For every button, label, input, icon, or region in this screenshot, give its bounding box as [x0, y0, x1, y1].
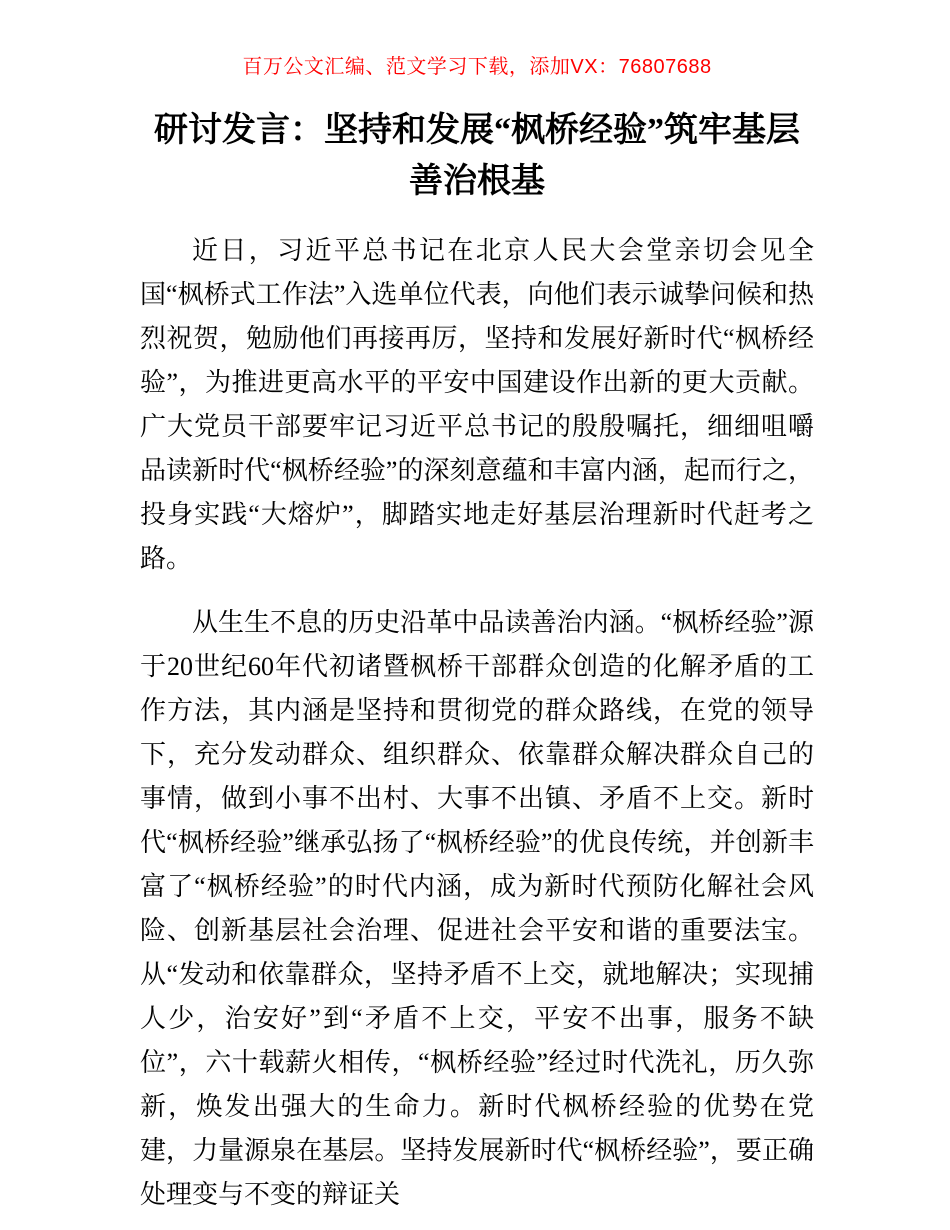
- document-title: 研讨发言：坚持和发展“枫桥经验”筑牢基层善治根基: [154, 112, 800, 200]
- paragraph-1: 近日，习近平总书记在北京人民大会堂亲切会见全国“枫桥式工作法”入选单位代表，向他们表示诚挚问候和热烈祝贺，勉励他们再接再厉，坚持和发展好新时代“枫桥经验”，为推进更高水平的平安中国建设作出新的更大贡献。广大党员干部要牢记习近平总书记的殷殷嘱托，细细咀嚼品读新时代“枫桥经验”的深刻意蕴和丰富内涵，起而行之，投身实践“大熔炉”，脚踏实地走好基层治理新时代赶考之路。: [140, 236, 814, 573]
- paragraph-2: 从生生不息的历史沿革中品读善治内涵。“枫桥经验”源于20世纪60年代初诸暨枫桥干部群众创造的化解矛盾的工作方法，其内涵是坚持和贯彻党的群众路线，在党的领导下，充分发动群众、组织群众、依靠群众解决群众自己的事情，做到小事不出村、大事不出镇、矛盾不上交。新时代“枫桥经验”继承弘扬了“枫桥经验”的优良传统，并创新丰富了“枫桥经验”的时代内涵，成为新时代预防化解社会风险、创新基层社会治理、促进社会平安和谐的重要法宝。从“发动和依靠群众，坚持矛盾不上交，就地解决；实现捕人少，治安好”到“矛盾不上交，平安不出事，服务不缺位”，六十载薪火相传，“枫桥经验”经过时代洗礼，历久弥新，焕发出强大的生命力。新时代枫桥经验的优势在党建，力量源泉在基层。坚持发展新时代“枫桥经验”，要正确处理变与不变的辩证关: [140, 608, 814, 1209]
- watermark-notice: 百万公文汇编、范文学习下载，添加VX：76807688: [242, 56, 712, 78]
